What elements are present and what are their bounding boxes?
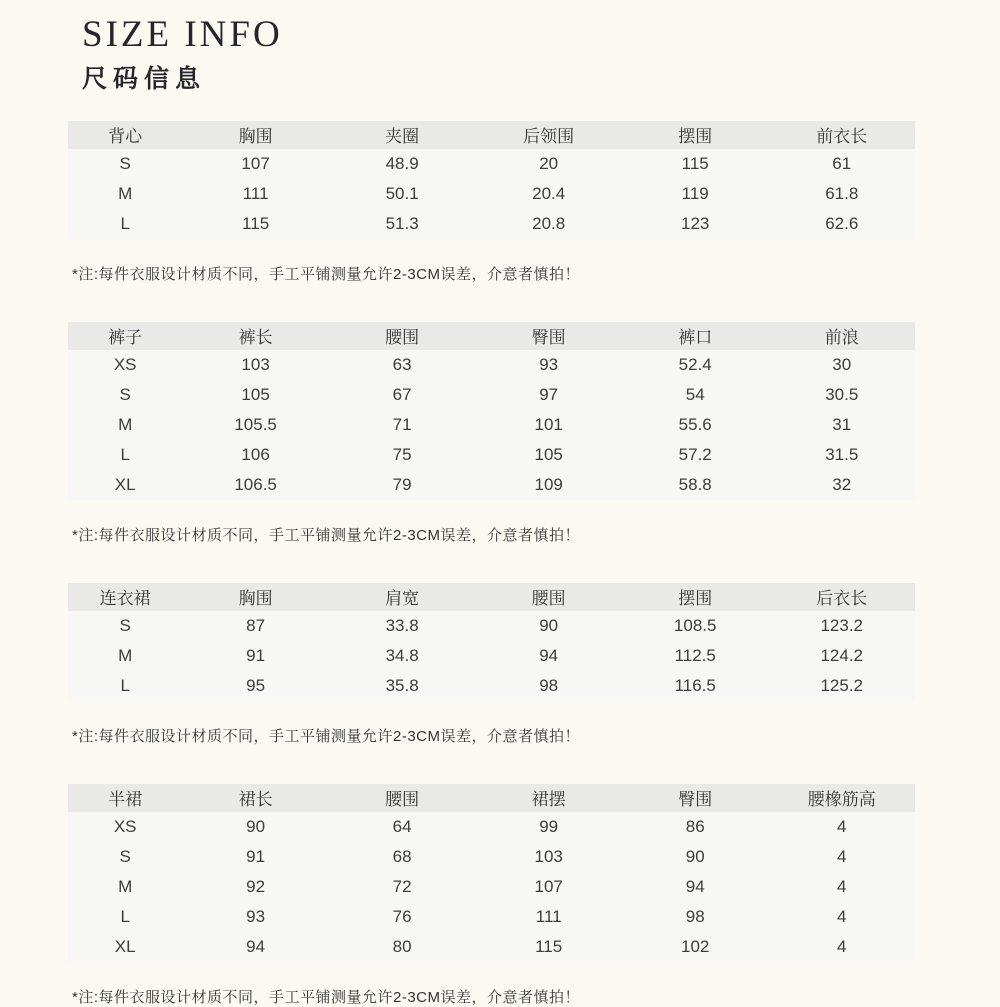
measurement-cell: 72	[392, 876, 412, 896]
measurement-cell: 103	[241, 354, 270, 374]
measurement-cell: 4	[837, 936, 847, 956]
measurement-cell: 50.1	[385, 183, 419, 203]
column-header: 胸围	[182, 583, 329, 611]
column-header: 夹圈	[329, 121, 476, 149]
measurement-cell: 115	[242, 213, 270, 233]
size-label-cell: L	[120, 213, 130, 233]
table-row	[68, 641, 915, 671]
size-table-section-vest	[0, 121, 1000, 284]
table-row	[68, 179, 915, 209]
size-table-section-dress	[0, 583, 1000, 746]
measurement-cell: 93	[539, 354, 559, 374]
column-header: 肩宽	[329, 583, 476, 611]
column-header: 腰围	[329, 322, 476, 350]
column-header: 前浪	[768, 322, 915, 350]
measurement-cell: 102	[681, 936, 710, 956]
measurement-cell: 94	[246, 936, 266, 956]
table-row	[68, 842, 915, 872]
measurement-cell: 116.5	[674, 675, 716, 695]
column-header: 腰围	[475, 583, 622, 611]
measurement-cell: 119	[681, 183, 709, 203]
table-row	[68, 611, 915, 641]
measurement-cell: 111	[242, 183, 269, 203]
column-header: 裤长	[182, 322, 329, 350]
size-label-cell: S	[119, 615, 131, 635]
measurement-cell: 30	[832, 354, 852, 374]
table-row	[68, 932, 915, 962]
measurement-cell: 95	[246, 675, 266, 695]
size-table-skirt	[68, 784, 915, 962]
size-label-cell: XL	[114, 474, 136, 494]
measurement-cell: 67	[392, 384, 412, 404]
measurement-cell: 80	[392, 936, 412, 956]
measurement-cell: 112.5	[674, 645, 716, 665]
measurement-cell: 107	[241, 153, 270, 173]
size-table-pants	[68, 322, 915, 500]
measurement-cell: 79	[392, 474, 412, 494]
column-header: 臀围	[475, 322, 622, 350]
measurement-cell: 20.4	[532, 183, 566, 203]
size-label-cell: S	[119, 846, 131, 866]
size-label-cell: M	[118, 414, 133, 434]
size-table-section-pants	[0, 322, 1000, 545]
measurement-cell: 58.8	[678, 474, 712, 494]
table-row	[68, 671, 915, 701]
measurement-cell: 91	[246, 645, 266, 665]
measurement-cell: 105.5	[234, 414, 277, 434]
tables-container	[0, 121, 1000, 1007]
table-header-row	[68, 784, 915, 812]
measurement-cell: 103	[534, 846, 563, 866]
column-header: 裙摆	[475, 784, 622, 812]
measurement-cell: 124.2	[820, 645, 863, 665]
measurement-cell: 34.8	[385, 645, 419, 665]
measurement-cell: 61.8	[825, 183, 859, 203]
measurement-cell: 106	[241, 444, 270, 464]
page-title-block	[0, 16, 1000, 95]
measurement-cell: 57.2	[678, 444, 712, 464]
measurement-cell: 64	[392, 816, 412, 836]
measurement-note: *注:每件衣服设计材质不同，手工平铺测量允许2-3CM误差，介意者慎拍！	[72, 526, 581, 544]
measurement-cell: 90	[539, 615, 559, 635]
size-label-cell: M	[118, 645, 133, 665]
table-row	[68, 470, 915, 500]
column-header: 裙长	[182, 784, 329, 812]
size-label-cell: XS	[113, 816, 137, 836]
measurement-cell: 94	[539, 645, 559, 665]
measurement-cell: 33.8	[385, 615, 419, 635]
measurement-cell: 76	[392, 906, 412, 926]
size-label-cell: S	[119, 153, 131, 173]
table-row	[68, 872, 915, 902]
measurement-cell: 4	[837, 846, 847, 866]
measurement-note: *注:每件衣服设计材质不同，手工平铺测量允许2-3CM误差，介意者慎拍！	[72, 727, 581, 745]
table-header-row	[68, 121, 915, 149]
measurement-cell: 51.3	[385, 213, 419, 233]
size-label-cell: M	[118, 876, 133, 896]
measurement-cell: 4	[837, 876, 847, 896]
measurement-cell: 101	[534, 414, 563, 434]
size-label-cell: M	[118, 183, 133, 203]
column-header: 裤口	[622, 322, 769, 350]
measurement-cell: 98	[685, 906, 705, 926]
size-label-cell: XS	[113, 354, 137, 374]
size-label-cell: S	[119, 384, 131, 404]
table-row	[68, 440, 915, 470]
measurement-cell: 107	[534, 876, 563, 896]
column-header: 腰围	[329, 784, 476, 812]
measurement-cell: 92	[246, 876, 266, 896]
measurement-cell: 32	[832, 474, 852, 494]
measurement-cell: 87	[246, 615, 266, 635]
column-header: 后领围	[475, 121, 622, 149]
table-row	[68, 410, 915, 440]
measurement-cell: 99	[539, 816, 559, 836]
garment-name-header: 半裙	[68, 784, 182, 812]
size-label-cell: L	[120, 906, 130, 926]
measurement-cell: 105	[534, 444, 563, 464]
table-row	[68, 209, 915, 239]
table-row	[68, 380, 915, 410]
measurement-cell: 105	[241, 384, 270, 404]
column-header: 腰橡筋高	[768, 784, 915, 812]
measurement-cell: 4	[837, 906, 847, 926]
garment-name-header: 裤子	[68, 322, 182, 350]
size-table-dress	[68, 583, 915, 701]
table-row	[68, 902, 915, 932]
table-row	[68, 350, 915, 380]
measurement-cell: 4	[837, 816, 847, 836]
measurement-cell: 108.5	[673, 615, 717, 635]
measurement-note: *注:每件衣服设计材质不同，手工平铺测量允许2-3CM误差，介意者慎拍！	[72, 988, 581, 1006]
column-header: 前衣长	[768, 121, 915, 149]
measurement-cell: 55.6	[678, 414, 712, 434]
column-header: 摆围	[622, 583, 769, 611]
size-label-cell: L	[120, 444, 130, 464]
measurement-cell: 123.2	[820, 615, 863, 635]
measurement-cell: 109	[534, 474, 563, 494]
measurement-cell: 31.5	[825, 444, 859, 464]
measurement-cell: 75	[392, 444, 412, 464]
measurement-cell: 98	[539, 675, 559, 695]
measurement-cell: 97	[539, 384, 559, 404]
measurement-cell: 20.8	[532, 213, 566, 233]
measurement-note: *注:每件衣服设计材质不同，手工平铺测量允许2-3CM误差，介意者慎拍！	[72, 265, 581, 283]
measurement-cell: 125.2	[820, 675, 863, 695]
measurement-cell: 35.8	[385, 675, 419, 695]
measurement-cell: 86	[685, 816, 705, 836]
column-header: 胸围	[182, 121, 329, 149]
measurement-cell: 68	[392, 846, 412, 866]
measurement-cell: 91	[246, 846, 266, 866]
measurement-cell: 61	[832, 153, 852, 173]
size-table-section-skirt	[0, 784, 1000, 1007]
measurement-cell: 54	[685, 384, 705, 404]
page-title-zh: 尺码信息	[82, 64, 207, 93]
measurement-cell: 115	[535, 936, 563, 956]
measurement-cell: 63	[392, 354, 412, 374]
size-table-vest	[68, 121, 915, 239]
table-header-row	[68, 322, 915, 350]
table-row	[68, 812, 915, 842]
measurement-cell: 94	[685, 876, 705, 896]
measurement-cell: 90	[246, 816, 266, 836]
measurement-cell: 31	[832, 414, 852, 434]
measurement-cell: 30.5	[825, 384, 859, 404]
measurement-cell: 123	[681, 213, 710, 233]
measurement-cell: 93	[246, 906, 266, 926]
column-header: 后衣长	[768, 583, 915, 611]
measurement-cell: 62.6	[825, 213, 859, 233]
measurement-cell: 106.5	[234, 474, 277, 494]
table-header-row	[68, 583, 915, 611]
measurement-cell: 90	[685, 846, 705, 866]
column-header: 摆围	[622, 121, 769, 149]
measurement-cell: 111	[535, 906, 562, 926]
page-title-en: SIZE INFO	[82, 14, 283, 55]
measurement-cell: 48.9	[385, 153, 419, 173]
column-header: 臀围	[622, 784, 769, 812]
garment-name-header: 连衣裙	[68, 583, 182, 611]
measurement-cell: 71	[392, 414, 412, 434]
table-row	[68, 149, 915, 179]
size-label-cell: XL	[114, 936, 136, 956]
garment-name-header: 背心	[68, 121, 182, 149]
size-label-cell: L	[120, 675, 130, 695]
measurement-cell: 20	[539, 153, 559, 173]
measurement-cell: 52.4	[678, 354, 712, 374]
measurement-cell: 115	[681, 153, 709, 173]
